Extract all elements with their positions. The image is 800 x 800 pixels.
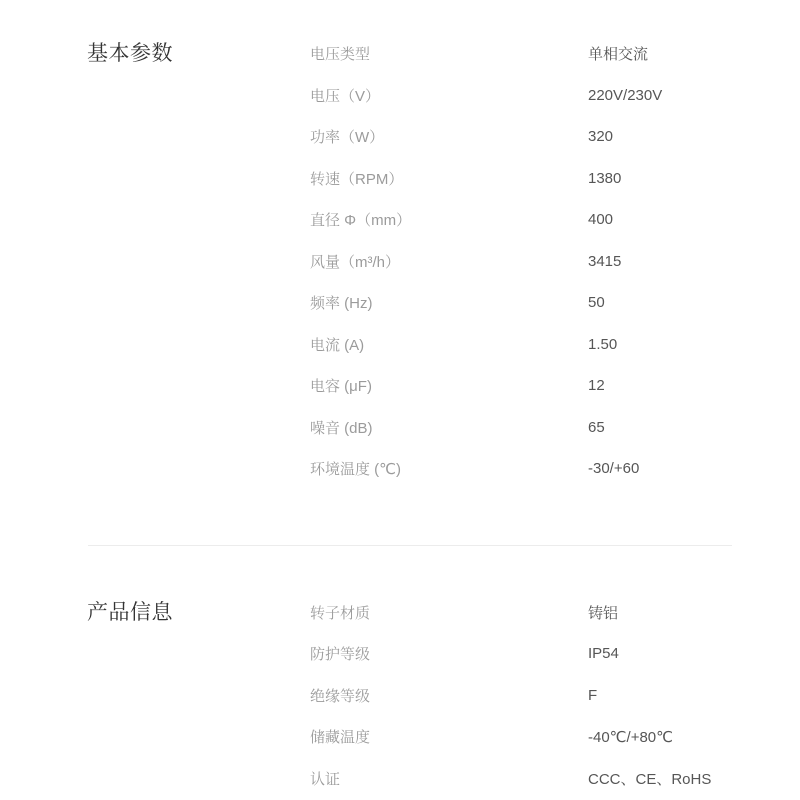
spec-row-voltage xyxy=(310,75,800,117)
spec-label: 电容 (μF) xyxy=(310,378,372,396)
spec-row-ambient-temp xyxy=(310,448,800,490)
spec-label: 风量（m³/h） xyxy=(310,253,401,271)
spec-row-frequency xyxy=(310,282,800,324)
spec-label: 储藏温度 xyxy=(310,729,371,747)
spec-row-voltage-type xyxy=(310,33,800,75)
spec-value: 400 xyxy=(588,211,614,229)
spec-label: 电压类型 xyxy=(310,46,371,64)
spec-row-airflow xyxy=(310,241,800,283)
spec-label: 电压（V） xyxy=(310,87,381,105)
spec-value: 1380 xyxy=(588,169,622,187)
spec-label: 功率（W） xyxy=(310,129,385,147)
spec-label: 电流 (A) xyxy=(310,336,365,354)
spec-label: 噪音 (dB) xyxy=(310,419,373,437)
section-title: 产品信息 xyxy=(87,600,173,624)
spec-value: 单相交流 xyxy=(588,46,649,64)
spec-value: 50 xyxy=(588,294,605,312)
spec-label: 直径 Φ（mm） xyxy=(310,212,412,230)
spec-label: 绝缘等级 xyxy=(310,687,371,705)
spec-label: 防护等级 xyxy=(310,646,371,664)
spec-value: CCC、CE、RoHS xyxy=(588,770,712,788)
spec-value: 铸铝 xyxy=(588,604,619,622)
spec-value: 320 xyxy=(588,128,614,146)
spec-row-power xyxy=(310,116,800,158)
spec-label: 认证 xyxy=(310,770,341,788)
spec-row-storage-temp xyxy=(310,716,800,758)
spec-row-capacitance xyxy=(310,365,800,407)
spec-label: 转速（RPM） xyxy=(310,170,404,188)
section-title-column xyxy=(0,33,310,75)
spec-row-current xyxy=(310,324,800,366)
spec-rows xyxy=(310,33,800,490)
spec-label: 环境温度 (℃) xyxy=(310,461,402,479)
spec-row-protection-rating xyxy=(310,633,800,675)
spec-row-speed xyxy=(310,158,800,200)
section-title-column xyxy=(0,592,310,634)
spec-value: 3415 xyxy=(588,252,622,270)
spec-rows xyxy=(310,592,800,800)
spec-row-rotor-material xyxy=(310,592,800,634)
spec-value: F xyxy=(588,686,598,704)
spec-value: 12 xyxy=(588,377,605,395)
spec-value: 65 xyxy=(588,418,605,436)
spec-label: 频率 (Hz) xyxy=(310,295,373,313)
section-title: 基本参数 xyxy=(87,42,173,65)
spec-value: 1.50 xyxy=(588,335,618,353)
spec-value: -40℃/+80℃ xyxy=(588,728,673,746)
spec-label: 转子材质 xyxy=(310,604,371,622)
section-divider xyxy=(88,545,732,546)
spec-value: IP54 xyxy=(588,645,619,663)
spec-row-noise xyxy=(310,407,800,449)
spec-value: 220V/230V xyxy=(588,86,663,104)
section-product-info xyxy=(0,592,800,800)
spec-row-insulation-class xyxy=(310,675,800,717)
spec-value: -30/+60 xyxy=(588,460,640,478)
spec-row-diameter xyxy=(310,199,800,241)
spec-row-certification xyxy=(310,758,800,800)
